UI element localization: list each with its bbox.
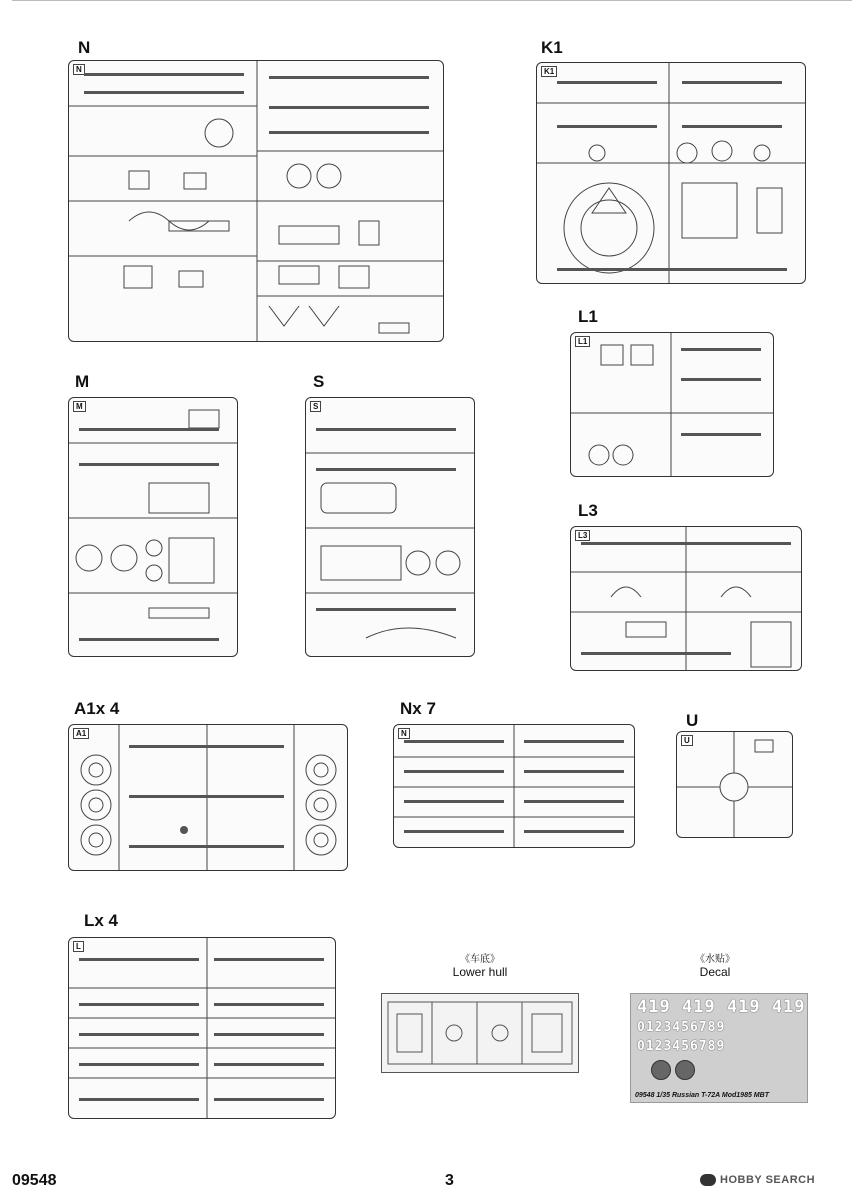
sprue-label-lx: Lx 4 — [84, 911, 119, 930]
sprue-m — [68, 397, 238, 657]
sprue-label-a1: A1x 4 — [74, 699, 120, 718]
page-number: 3 — [445, 1172, 454, 1189]
hobby-search-logo-icon — [700, 1174, 716, 1186]
decal-sheet-caption: 09548 1/35 Russian T-72A Mod1985 MBT — [635, 1092, 769, 1099]
lower-hull-caption-en: Lower hull — [452, 965, 508, 979]
sprue-tag-l3: L3 — [575, 530, 590, 541]
decal-sheet — [630, 993, 808, 1103]
sprue-u — [676, 731, 793, 838]
sprue-lx — [68, 937, 336, 1119]
sprue-label-u: U — [686, 711, 699, 730]
sprue-tag-u: U — [681, 735, 693, 746]
sprue-a1-drawing — [69, 725, 347, 870]
watermark — [700, 1174, 815, 1186]
sprue-k1-drawing — [537, 63, 805, 283]
decal-caption — [665, 950, 765, 979]
sprue-tag-nx: N — [398, 728, 410, 739]
product-code: 09548 — [12, 1172, 57, 1189]
sprue-l3-drawing — [571, 527, 801, 670]
sprue-label-nx: Nx 7 — [400, 699, 436, 718]
sprue-m-drawing — [69, 398, 237, 656]
lower-hull-part — [381, 993, 579, 1073]
watermark-text: HOBBY SEARCH — [720, 1174, 816, 1186]
sprue-label-m: M — [75, 372, 90, 391]
sprue-label-n: N — [78, 38, 91, 57]
sprue-s-drawing — [306, 398, 474, 656]
sprue-l1 — [570, 332, 774, 477]
sprue-tag-m: M — [73, 401, 86, 412]
sprue-nx — [393, 724, 635, 848]
sprue-lx-drawing — [69, 938, 335, 1118]
decal-caption-cn: 《水贴》 — [695, 954, 735, 965]
sprue-label-s: S — [313, 372, 325, 391]
sprue-tag-k1: K1 — [541, 66, 557, 77]
sprue-u-drawing — [677, 732, 792, 837]
decal-caption-en: Decal — [699, 965, 731, 979]
decal-digits-row-1: 0123456789 — [637, 1020, 726, 1035]
sprue-tag-lx: L — [73, 941, 84, 952]
sprue-tag-s: S — [310, 401, 321, 412]
top-border — [12, 0, 852, 1]
guard-emblem-icon — [675, 1060, 695, 1080]
sprue-l1-drawing — [571, 333, 773, 476]
sprue-tag-a1: A1 — [73, 728, 89, 739]
sprue-k1 — [536, 62, 806, 284]
lower-hull-caption-cn: 《车底》 — [460, 954, 500, 965]
sprue-a1 — [68, 724, 348, 871]
sprue-label-l3: L3 — [578, 501, 598, 520]
star-emblem-icon — [651, 1060, 671, 1080]
lower-hull-drawing — [382, 994, 578, 1072]
sprue-label-l1: L1 — [578, 307, 598, 326]
sprue-tag-l1: L1 — [575, 336, 590, 347]
sprue-n — [68, 60, 444, 342]
lower-hull-caption — [430, 950, 530, 979]
sprue-s — [305, 397, 475, 657]
decal-number-419-row: 419 419 419 419 — [637, 997, 806, 1017]
sprue-n-drawing — [69, 61, 443, 341]
sprue-tag-n: N — [73, 64, 85, 75]
sprue-label-k1: K1 — [541, 38, 563, 57]
decal-digits-row-2: 0123456789 — [637, 1039, 726, 1054]
sprue-nx-drawing — [394, 725, 634, 847]
sprue-l3 — [570, 526, 802, 671]
